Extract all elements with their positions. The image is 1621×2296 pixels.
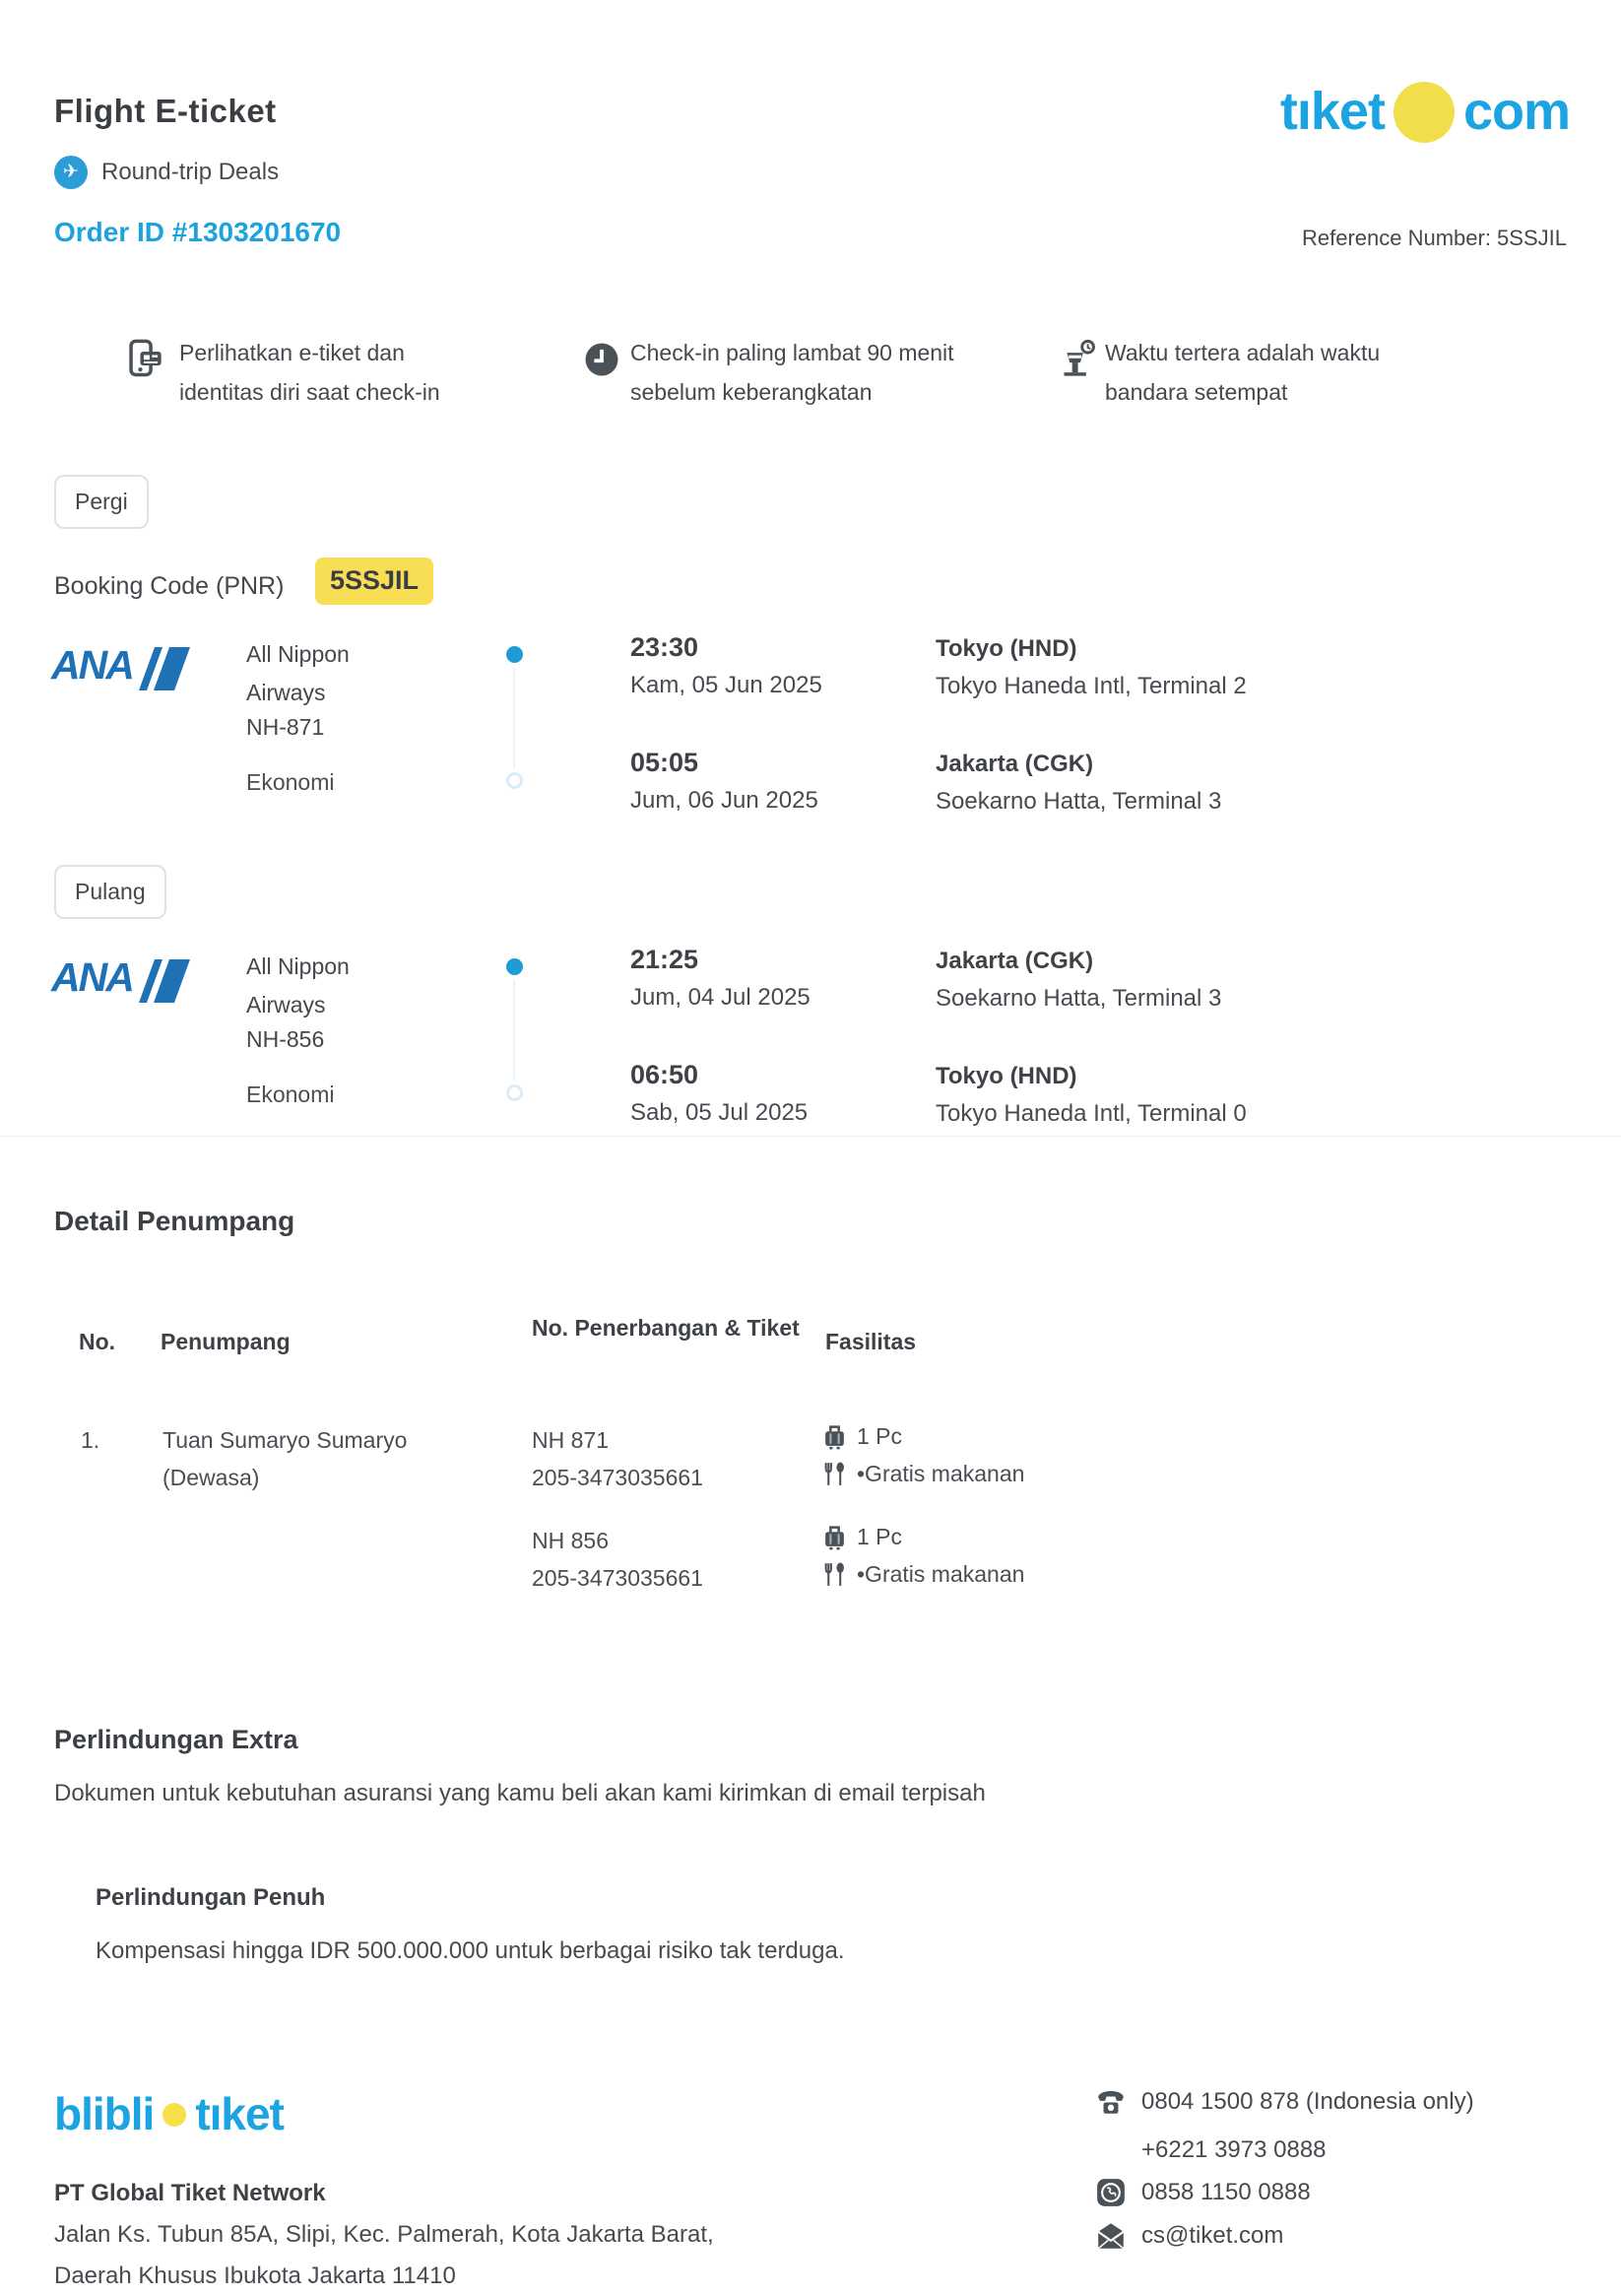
clock-icon: [583, 341, 620, 378]
direction-badge-pergi: Pergi: [54, 475, 149, 529]
meal-icon: [821, 1561, 848, 1588]
blibli-logo-text: blibli: [54, 2088, 155, 2139]
arrival-city: Jakarta (CGK): [936, 751, 1094, 777]
arrival-airport: Tokyo Haneda Intl, Terminal 0: [936, 1100, 1247, 1127]
timeline-departure-dot: [506, 646, 523, 663]
departure-city: Tokyo (HND): [936, 635, 1077, 662]
phone-icon: [1095, 2086, 1127, 2118]
flight-number: NH-856: [246, 1026, 325, 1052]
blibli-logo-tiket-text: tıket: [195, 2088, 284, 2139]
tiket-logo: [1280, 79, 1570, 146]
passenger-row-no: 1.: [81, 1427, 100, 1453]
airline-name: All Nippon Airways: [246, 953, 350, 1017]
ana-logo: [51, 640, 190, 690]
baggage-icon: [821, 1524, 848, 1550]
whatsapp-icon: [1095, 2177, 1127, 2208]
tiket-logo-com-text: com: [1462, 82, 1570, 141]
ticket-number: 205-3473035661: [532, 1565, 703, 1591]
passenger-section-title: Detail Penumpang: [54, 1206, 295, 1236]
ana-logo-flag-icon: [139, 959, 190, 1003]
baggage-allowance: 1 Pc: [857, 1423, 903, 1449]
departure-date: Jum, 04 Jul 2025: [630, 984, 810, 1011]
company-name: PT Global Tiket Network: [54, 2180, 326, 2206]
whatsapp-number: 0858 1150 0888: [1141, 2179, 1311, 2205]
roundtrip-deals-label: Round-trip Deals: [101, 159, 280, 185]
arrival-time: 06:50: [630, 1060, 699, 1089]
arrival-city: Tokyo (HND): [936, 1063, 1077, 1089]
notice-checkin: Check-in paling lambat 90 menit sebelum keberangkatan: [630, 340, 954, 405]
blibli-logo-dot-icon: [162, 2103, 186, 2127]
passenger-type: (Dewasa): [162, 1465, 260, 1490]
phone-contact: [1095, 2086, 1474, 2118]
notice-eticket: Perlihatkan e-tiket dan identitas diri saat check-in: [179, 340, 440, 405]
reference-number: Reference Number: 5SSJIL: [1301, 226, 1567, 250]
ana-logo-text: ANA: [51, 642, 133, 688]
protection-title: Perlindungan Extra: [54, 1725, 298, 1754]
whatsapp-contact: [1095, 2177, 1311, 2208]
baggage-icon: [821, 1423, 848, 1450]
meal-allowance: •Gratis makanan: [857, 1461, 1025, 1486]
ana-logo-flag-icon: [139, 647, 190, 690]
timeline-line: [513, 980, 515, 1081]
ticket-flight-number: NH 856: [532, 1528, 609, 1553]
notice-local-time: Waktu tertera adalah waktu bandara setempat: [1105, 340, 1381, 405]
arrival-time: 05:05: [630, 748, 699, 777]
company-address-line1: Jalan Ks. Tubun 85A, Slipi, Kec. Palmerah, Kota Jakarta Barat,: [54, 2221, 714, 2248]
smartphone-id-icon: [124, 339, 163, 378]
baggage-facility: [821, 1422, 902, 1451]
blibli-tiket-logo: [54, 2086, 284, 2143]
phone-number-2: +6221 3973 0888: [1141, 2136, 1327, 2163]
departure-airport: Soekarno Hatta, Terminal 3: [936, 985, 1222, 1012]
control-tower-icon: [1058, 339, 1097, 378]
col-header-flight: No. Penerbangan & Tiket: [532, 1315, 800, 1341]
col-header-name: Penumpang: [161, 1329, 291, 1354]
protection-note: Dokumen untuk kebutuhan asuransi yang kamu beli akan kami kirimkan di email terpisah: [54, 1780, 986, 1806]
departure-time: 23:30: [630, 632, 699, 662]
ana-logo-text: ANA: [51, 954, 133, 1000]
col-header-facilities: Fasilitas: [825, 1329, 917, 1354]
baggage-allowance: 1 Pc: [857, 1524, 903, 1549]
protection-plan-detail: Kompensasi hingga IDR 500.000.000 untuk berbagai risiko tak terduga.: [96, 1937, 845, 1964]
ticket-flight-number: NH 871: [532, 1427, 609, 1453]
phone-contact-2: [1141, 2135, 1327, 2165]
tiket-logo-text: tıket: [1279, 82, 1385, 141]
ana-logo: [51, 952, 190, 1003]
plane-icon: ✈: [54, 156, 88, 189]
meal-facility: [821, 1460, 1024, 1488]
booking-code-label: Booking Code (PNR): [54, 572, 285, 600]
arrival-date: Sab, 05 Jul 2025: [630, 1099, 809, 1126]
email-icon: [1095, 2220, 1127, 2252]
timeline-arrival-dot: [506, 772, 523, 789]
company-address-line2: Daerah Khusus Ibukota Jakarta 11410: [54, 2263, 456, 2289]
email-contact: [1095, 2220, 1283, 2252]
order-id: Order ID #1303201670: [54, 217, 342, 247]
roundtrip-deals: [54, 156, 279, 189]
cabin-class: Ekonomi: [246, 1082, 335, 1107]
arrival-date: Jum, 06 Jun 2025: [630, 787, 818, 814]
meal-icon: [821, 1461, 848, 1487]
timeline-arrival-dot: [506, 1084, 523, 1101]
timeline-departure-dot: [506, 958, 523, 975]
departure-date: Kam, 05 Jun 2025: [630, 672, 822, 698]
tiket-logo-dot-icon: [1394, 82, 1455, 143]
protection-plan-name: Perlindungan Penuh: [96, 1884, 326, 1911]
meal-facility: [821, 1560, 1024, 1589]
timeline-line: [513, 668, 515, 768]
email-address: cs@tiket.com: [1141, 2222, 1284, 2249]
direction-badge-pulang: Pulang: [54, 865, 166, 919]
passenger-name: Tuan Sumaryo Sumaryo: [162, 1427, 408, 1453]
arrival-airport: Soekarno Hatta, Terminal 3: [936, 788, 1222, 815]
phone-number-1: 0804 1500 878 (Indonesia only): [1141, 2088, 1474, 2115]
page-title: Flight E-ticket: [54, 93, 277, 129]
departure-city: Jakarta (CGK): [936, 948, 1094, 974]
airline-name: All Nippon Airways: [246, 641, 350, 705]
section-divider: [0, 1136, 1621, 1137]
baggage-facility: [821, 1523, 902, 1551]
departure-time: 21:25: [630, 945, 699, 974]
cabin-class: Ekonomi: [246, 769, 335, 795]
flight-number: NH-871: [246, 714, 325, 740]
departure-airport: Tokyo Haneda Intl, Terminal 2: [936, 673, 1247, 699]
pnr-highlight: 5SSJIL: [315, 558, 433, 605]
meal-allowance: •Gratis makanan: [857, 1561, 1025, 1587]
ticket-number: 205-3473035661: [532, 1465, 703, 1490]
col-header-no: No.: [79, 1329, 116, 1354]
